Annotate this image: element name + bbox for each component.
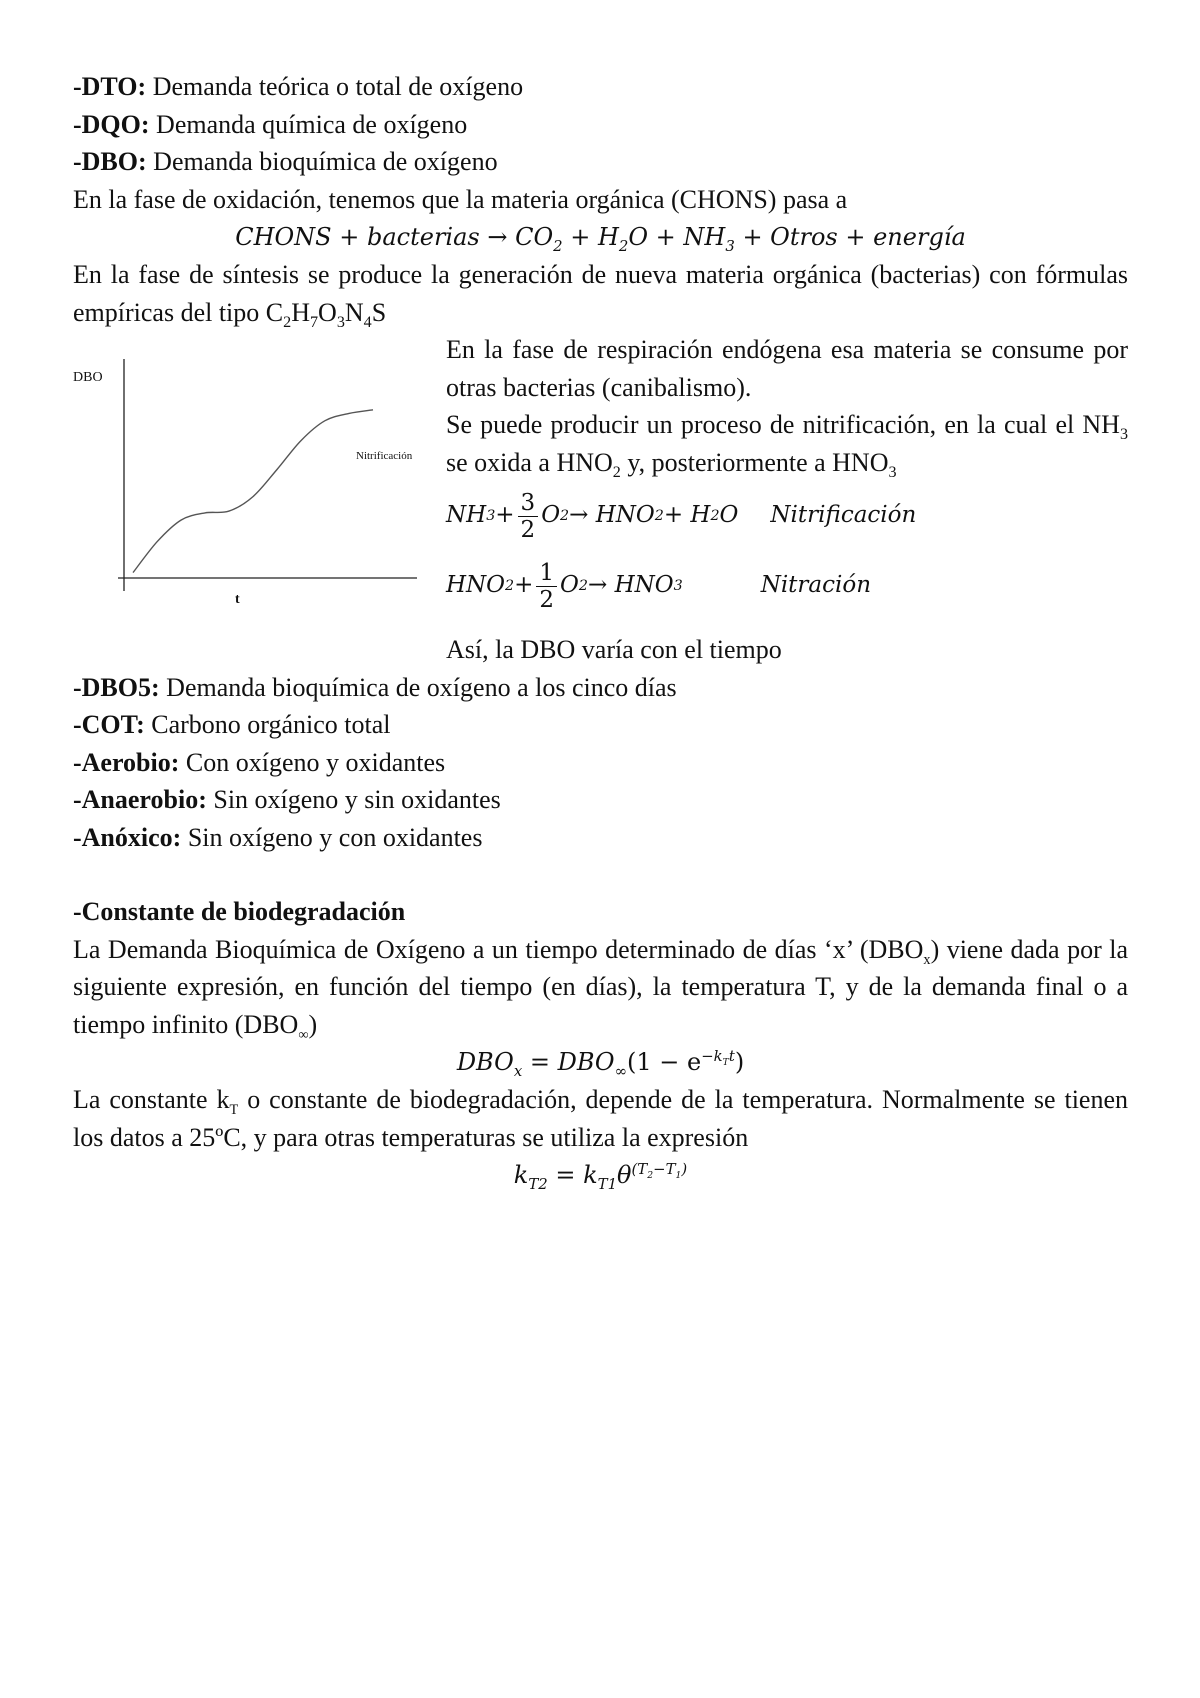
definition-text: Sin oxígeno y con oxidantes bbox=[181, 822, 483, 852]
y-axis-label: DBO bbox=[73, 370, 103, 385]
nitrification-annotation: Nitrificación bbox=[356, 450, 413, 462]
dbo-curve-line bbox=[133, 410, 373, 573]
definition-text: Con oxígeno y oxidantes bbox=[179, 747, 446, 777]
dbo-chart bbox=[73, 331, 423, 631]
section-heading-constant: -Constante de biodegradación bbox=[73, 897, 406, 926]
constant-paragraph: La Demanda Bioquímica de Oxígeno a un tiempo determinado de días ‘x’ $(DBO_x)$ viene dada por la siguiente expresión, en función del tiempo (en días), la temperatura T, y de la demanda final o a tiempo infinito $(DBO_\infty)$ bbox=[73, 934, 1128, 1043]
definition-dbo5 bbox=[73, 669, 1128, 707]
spacer bbox=[73, 856, 1128, 893]
definition-aerobio bbox=[73, 744, 1128, 782]
empirical-formula: $C_2H_7O_3N_4S$ bbox=[265, 297, 387, 331]
side-text bbox=[446, 331, 1128, 621]
oxidation-intro: En la fase de oxidación, tenemos que la materia orgánica (CHONS) pasa a bbox=[73, 184, 848, 214]
definition-dqo bbox=[73, 106, 1128, 144]
respiration-paragraph: En la fase de respiración endógena esa materia se consume por otras bacterias (canibalismo). bbox=[446, 335, 1128, 402]
definition-text: Demanda química de oxígeno bbox=[149, 109, 468, 139]
term-dqo: -DQO: bbox=[73, 109, 150, 139]
term-aerobio: -Aerobio: bbox=[73, 747, 180, 777]
definition-dbo bbox=[73, 143, 1128, 181]
term-cot: -COT: bbox=[73, 710, 145, 739]
x-axis-label: t bbox=[235, 592, 240, 607]
nitration-equation: HNO 2 + $\frac{1}{2}$ O 2 → HNO 3 Nitración bbox=[446, 559, 872, 613]
nitrification-paragraph: Se puede producir un proceso de nitrificación, en la cual el $NH_3$ se oxida a $HNO_2$ y, posteriormente a $HNO_3$ bbox=[446, 410, 1128, 481]
synthesis-paragraph: En la fase de síntesis se produce la generación de nueva materia orgánica (bacterias) con fórmulas empíricas del tipo $C_2H_7O_3N_4S$ bbox=[73, 260, 1128, 331]
nitration-label: Nitración bbox=[760, 572, 872, 599]
nitrification-label: Nitrificación bbox=[770, 502, 917, 529]
definition-text: Sin oxígeno y sin oxidantes bbox=[206, 785, 501, 814]
dbo-chart-svg bbox=[73, 331, 423, 631]
fraction-one-half: $\frac{1}{2}$ bbox=[536, 560, 557, 613]
oxidation-equation: CHONS + bacterias → $CO_2 + H_2O + NH_3$ + Otros + energía bbox=[235, 223, 966, 255]
definition-text: Carbono orgánico total bbox=[144, 710, 391, 739]
term-anaerobio: -Anaerobio: bbox=[73, 785, 207, 814]
dbo-equation: $DBO_x = DBO_\infty(1 - e^{-k_Tt})$ bbox=[456, 1047, 745, 1080]
definition-text: Demanda teórica o total de oxígeno bbox=[146, 72, 524, 101]
definition-text: Demanda bioquímica de oxígeno bbox=[146, 147, 498, 176]
definition-text: Demanda bioquímica de oxígeno a los cinco días bbox=[159, 672, 677, 702]
definition-dto bbox=[73, 68, 1128, 106]
definition-cot bbox=[73, 706, 1128, 744]
chart-and-text-section bbox=[73, 331, 1128, 631]
fraction-three-halves: $\frac{3}{2}$ bbox=[518, 490, 539, 543]
definition-anoxico bbox=[73, 819, 1128, 857]
dbo-time-text: Así, la DBO varía con el tiempo bbox=[446, 635, 782, 664]
term-dbo5: -DBO5: bbox=[73, 672, 160, 702]
kt-paragraph: La constante $k_T$ o constante de biodegradación, depende de la temperatura. Normalmente se tienen los datos a 25ºC, y para otras temperaturas se utiliza la expresión bbox=[73, 1085, 1129, 1152]
term-dto: -DTO: bbox=[73, 72, 147, 101]
term-anoxico: -Anóxico: bbox=[73, 822, 182, 852]
kt-equation: $k_{T2} = k_{T1}\theta^{(T_2-T_1)}$ bbox=[513, 1160, 688, 1193]
definition-anaerobio bbox=[73, 781, 1128, 819]
nitrification-equation: NH 3 + $\frac{3}{2}$ O 2 → HNO 2 + H 2 O Nitrificación bbox=[446, 489, 917, 543]
term-dbo: -DBO: bbox=[73, 147, 147, 176]
